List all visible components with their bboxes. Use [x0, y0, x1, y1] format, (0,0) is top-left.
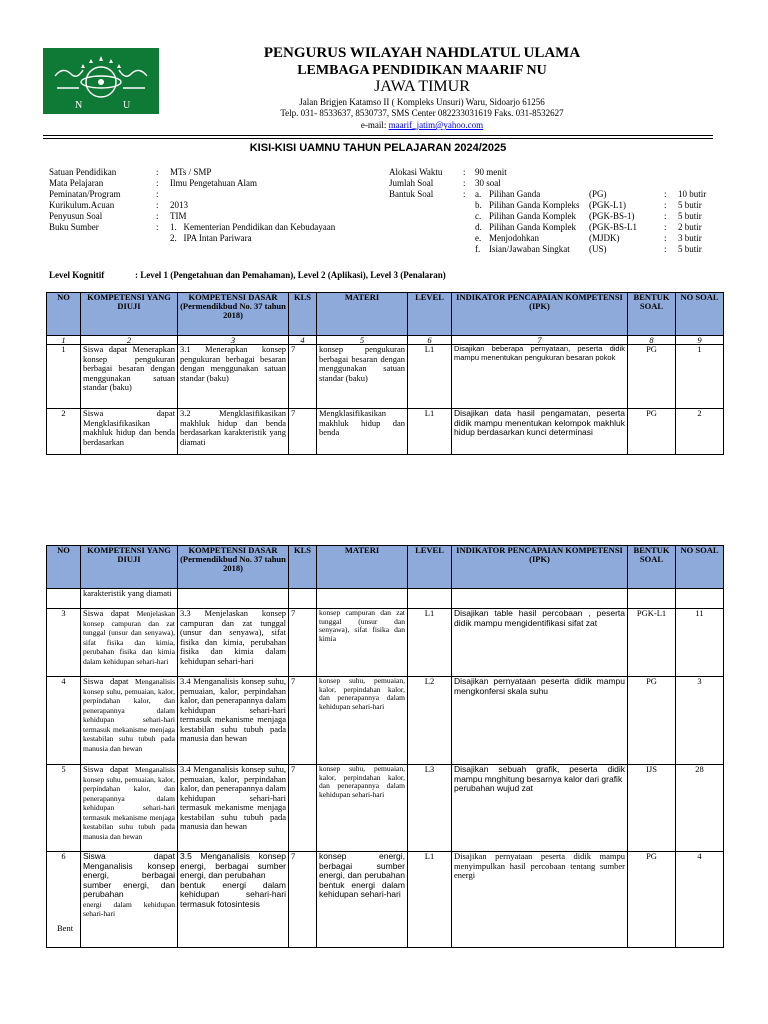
table-cell: 8 — [628, 336, 676, 345]
table-cell: Siswa dapat Menerapkan konsep pengukuran berbagai besaran dengan menggunakan satuan standar (baku) — [81, 345, 178, 409]
table-cell: PGK-L1 — [628, 609, 676, 677]
table-cell: 6 Bent — [47, 852, 81, 948]
table-row — [47, 589, 724, 609]
table-cell: 5 — [317, 336, 408, 345]
type-code: (MJDK) — [589, 233, 620, 243]
type-name: Pilihan Ganda Kompleks — [489, 200, 580, 210]
table-cell: PG — [628, 852, 676, 948]
info-label: Mata Pelajaran — [49, 178, 104, 188]
alokasi-value: 90 menit — [475, 167, 507, 177]
table-cell: konsep suhu, pemuaian, kalor, perpindahan kalor, dan penerapannya dalam kehidupan sehari-hari — [317, 765, 408, 852]
table-row — [47, 409, 724, 455]
org-region: JAWA TIMUR — [374, 78, 470, 95]
level-kognitif — [49, 270, 446, 280]
table-cell: Disajikan table hasil percobaan , peserta didik mampu mengidentifikasi sifat zat — [452, 609, 628, 677]
table-cell — [289, 589, 317, 609]
logo-letter-n: N — [75, 100, 83, 111]
table-cell: 2 — [47, 409, 81, 455]
type-count: 3 butir — [678, 233, 702, 243]
table-cell — [178, 589, 289, 609]
type-code: (PG) — [589, 189, 607, 199]
col-ipk: INDIKATOR PENCAPAIAN KOMPETENSI (IPK) — [452, 546, 628, 589]
table-cell: 11 — [676, 609, 724, 677]
col-ipk: INDIKATOR PENCAPAIAN KOMPETENSI (IPK) — [452, 293, 628, 336]
table-cell: 3 — [676, 677, 724, 765]
column-number-row — [47, 336, 724, 345]
type-code: (PGK-BS-L1 — [589, 222, 638, 232]
jumlah-label: Jumlah Soal — [389, 178, 434, 188]
table-cell: 3.4 Menganalisis konsep suhu, pemuaian, kalor, perpindahan kalor, dan penerapannya dalam kehidupan sehari-hari termasuk mekanisme menjaga kestabilan suhu tubuh pada manusia dan hewan — [178, 677, 289, 765]
email-label: e-mail: — [360, 120, 387, 130]
info-value: 1. Kementerian Pendidikan dan Kebudayaan — [170, 222, 336, 232]
org-division: LEMBAGA PENDIDIKAN MAARIF NU — [297, 63, 547, 78]
table-row — [47, 609, 724, 677]
logo-letter-u: U — [123, 100, 131, 111]
table-cell: 28 — [676, 765, 724, 852]
type-code: (PGK-L1) — [589, 200, 626, 210]
type-count: 10 butir — [678, 189, 707, 199]
table-cell: L3 — [408, 765, 452, 852]
table-row — [47, 345, 724, 409]
col-level: LEVEL — [408, 293, 452, 336]
table-row — [47, 852, 724, 948]
table-cell — [676, 589, 724, 609]
info-label: Satuan Pendidikan — [49, 167, 117, 177]
table-cell: konsep pengukuran berbagai besaran dengan menggunakan satuan standar (baku) — [317, 345, 408, 409]
table-cell: 3.4 Menganalisis konsep suhu, pemuaian, kalor, perpindahan kalor, dan penerapannya dalam kehidupan sehari-hari termasuk mekanisme menjaga kestabilan suhu tubuh pada manusia dan hewan — [178, 765, 289, 852]
table-cell: Disajikan sebuah grafik, peserta didik mampu mnghitung besarnya kalor dari grafik perubahan wujud zat — [452, 765, 628, 852]
type-name: Isian/Jawaban Singkat — [489, 244, 570, 254]
info-value: TIM — [170, 211, 187, 221]
table-cell: 4 — [289, 336, 317, 345]
col-kompetensi: KOMPETENSI YANG DIUJI — [81, 546, 178, 589]
col-kls: KLS — [289, 293, 317, 336]
type-count: 5 butir — [678, 200, 702, 210]
table-cell: 7 — [289, 609, 317, 677]
table-cell: 4 — [676, 852, 724, 948]
type-name: Menjodohkan — [489, 233, 539, 243]
col-level: LEVEL — [408, 546, 452, 589]
divider — [43, 138, 713, 139]
col-kd: KOMPETENSI DASAR (Permendikbud No. 37 tahun 2018) — [178, 293, 289, 336]
nu-logo — [43, 48, 159, 114]
table-cell: 4 — [47, 677, 81, 765]
info-label: Penyusun Soal — [49, 211, 103, 221]
table-cell: 7 — [289, 677, 317, 765]
level-value: : Level 1 (Pengetahuan dan Pemahaman), Level 2 (Aplikasi), Level 3 (Penalaran) — [135, 270, 446, 280]
table-cell: 7 — [289, 345, 317, 409]
table-cell: 3.1 Menerapkan konsep pengukuran berbagai besaran dengan menggunakan satuan standar (baku) — [178, 345, 289, 409]
email-line — [230, 120, 614, 130]
col-bentuk: BENTUK SOAL — [628, 546, 676, 589]
table-cell: Disajikan data hasil pengamatan, peserta didik mampu menentukan kelompok makhluk hidup berdasarkan kunci determinasi — [452, 409, 628, 455]
table-cell: 7 — [452, 336, 628, 345]
col-materi: MATERI — [317, 546, 408, 589]
info-value: 2. IPA Intan Pariwara — [170, 233, 252, 243]
info-value — [170, 189, 380, 200]
table-cell: 3.5 Menganalisis konsep energi, berbagai sumber energi, dan perubahan bentuk energi dalam kehidupan sehari-hari termasuk fotosintesis — [178, 852, 289, 948]
table-cell: 3 — [178, 336, 289, 345]
table-cell — [317, 589, 408, 609]
type-count: 2 butir — [678, 222, 702, 232]
table-cell: Disajikan pernyataan peserta didik mampu mengkonfersi skala suhu — [452, 677, 628, 765]
table-cell: PG — [628, 409, 676, 455]
table-cell: PG — [628, 345, 676, 409]
table-cell — [408, 589, 452, 609]
type-name: Pilihan Ganda Komplek — [489, 222, 576, 232]
table-cell: konsep energi, berbagai sumber energi, dan perubahan bentuk energi dalam kehidupan sehari-hari — [317, 852, 408, 948]
jumlah-value: 30 soal — [475, 178, 501, 188]
table-cell: 3 — [47, 609, 81, 677]
table-cell: 3.2 Mengklasifikasikan makhluk hidup dan benda berdasarkan karakteristik yang diamati — [178, 409, 289, 455]
address-line: Jalan Brigjen Katamso II ( Kompleks Unsuri) Waru, Sidoarjo 61256 — [299, 97, 545, 107]
col-no: NO — [47, 546, 81, 589]
col-kd: KOMPETENSI DASAR (Permendikbud No. 37 tahun 2018) — [178, 546, 289, 589]
table-cell: 7 — [289, 765, 317, 852]
table-cell: Siswa dapat Mengklasifikasikan makhluk hidup dan benda berdasarkan — [81, 409, 178, 455]
table-cell: L1 — [408, 852, 452, 948]
table-cell: Disajikan pernyataan peserta didik mampu menyimpulkan hasil percobaan tentang sumber energi — [452, 852, 628, 948]
divider — [43, 135, 713, 136]
col-no: NO — [47, 293, 81, 336]
info-left: Satuan Pendidikan : MTs / SMP Mata Pelajaran : Ilmu Pengetahuan Alam Peminatan/Program : Kurikulum.Acuan : 2013 Penyusun Soal : TIM Buku Sumber : 1. Kementerian Pendidikan dan Kebudayaan 2. IPA Intan Pariwara — [49, 167, 380, 244]
info-label: Peminatan/Program — [49, 189, 121, 199]
email-link[interactable]: maarif_jatim@yahoo.com — [388, 120, 484, 130]
level-label: Level Kognitif — [49, 270, 105, 280]
table-cell — [47, 589, 81, 609]
type-name: Pilihan Ganda — [489, 189, 541, 199]
org-name: PENGURUS WILAYAH NAHDLATUL ULAMA — [263, 45, 581, 61]
col-bentuk: BENTUK SOAL — [628, 293, 676, 336]
type-count: 5 butir — [678, 211, 702, 221]
table-cell: 5 — [47, 765, 81, 852]
table-cell: karakteristik yang diamati — [81, 589, 178, 609]
info-right: Alokasi Waktu : 90 menit Jumlah Soal : 30 soal Bantuk Soal : a. Pilihan Ganda (PG) : 10 butir b. Pilihan Ganda Kompleks (PGK-L1) : 5 butir c. Pilihan Ganda Komplek (PGK-BS-1) : 5 butir d. Pilihan Ganda Komplek (PGK-BS-L1 : 2 butir e. Menjodohkan (MJDK) : 3 butir f. Isian/Jawaban Singkat (US) : 5 butir — [389, 167, 723, 255]
table-cell: IJS — [628, 765, 676, 852]
table-cell: Siswa dapat Menganalisis konsep energi, berbagai sumber energi, dan perubahan energi dalam kehidupan sehari-hari — [81, 852, 178, 948]
bantuk-label: Bantuk Soal — [389, 189, 434, 199]
info-value: 2013 — [170, 200, 188, 210]
table-cell: 6 — [408, 336, 452, 345]
table-cell: 1 — [47, 336, 81, 345]
table-cell: L1 — [408, 345, 452, 409]
table-cell: Siswa dapat Menjelaskan konsep campuran dan zat tunggal (unsur dan senyawa), sifat fisika dan kimia, perubahan fisika dan kimia dalam kehidupan sehari-hari — [81, 609, 178, 677]
table-cell — [452, 589, 628, 609]
col-kompetensi: KOMPETENSI YANG DIUJI — [81, 293, 178, 336]
table-cell: 7 — [289, 409, 317, 455]
table-cell: 3.3 Menjelaskan konsep campuran dan zat tunggal (unsur dan senyawa), sifat fisika dan kimia, perubahan fisika dan kimia dalam kehidupan sehari-hari — [178, 609, 289, 677]
table-cell: 1 — [47, 345, 81, 409]
table-cell: 2 — [676, 409, 724, 455]
table-row — [47, 677, 724, 765]
kisi-table-2 — [46, 545, 724, 948]
info-label: Buku Sumber — [49, 222, 99, 232]
col-nosoal: NO SOAL — [676, 546, 724, 589]
type-count: 5 butir — [678, 244, 702, 254]
table-cell: Siswa dapat Menganalisis konsep suhu, pemuaian, kalor, perpindahan kalor, dan penerapannya dalam kehidupan sehari-hari termasuk mekanisme menjaga kestabilan suhu tubuh pada manusia dan hewan — [81, 765, 178, 852]
info-label: Kurikulum.Acuan — [49, 200, 115, 210]
document-title: KISI-KISI UAMNU TAHUN PELAJARAN 2024/2025 — [249, 142, 507, 154]
table-cell: PG — [628, 677, 676, 765]
col-materi: MATERI — [317, 293, 408, 336]
info-value: Ilmu Pengetahuan Alam — [170, 178, 257, 188]
table-cell: konsep suhu, pemuaian, kalor, perpindahan kalor, dan penerapannya dalam kehidupan sehari-hari — [317, 677, 408, 765]
table-cell: Disajikan beberapa pernyataan, peserta didik mampu menentukan pengukuran besaran pokok — [452, 345, 628, 409]
kisi-table-1 — [46, 292, 724, 455]
table-cell: konsep campuran dan zat tunggal (unsur dan senyawa), sifat fisika dan kimia — [317, 609, 408, 677]
col-nosoal: NO SOAL — [676, 293, 724, 336]
col-kls: KLS — [289, 546, 317, 589]
table-cell — [628, 589, 676, 609]
type-name: Pilihan Ganda Komplek — [489, 211, 576, 221]
phone-line: Telp. 031- 8533637, 8530737, SMS Center 082233031619 Faks. 031-8532627 — [280, 108, 564, 118]
table-cell: 2 — [81, 336, 178, 345]
table-row — [47, 765, 724, 852]
table-cell: 9 — [676, 336, 724, 345]
table-cell: 1 — [676, 345, 724, 409]
type-code: (PGK-BS-1) — [589, 211, 635, 221]
info-value: MTs / SMP — [170, 167, 212, 177]
alokasi-label: Alokasi Waktu — [389, 167, 443, 177]
table-cell: L1 — [408, 409, 452, 455]
table-cell: 7 — [289, 852, 317, 948]
table-cell: L2 — [408, 677, 452, 765]
table-cell: Siswa dapat Menganalisis konsep suhu, pemuaian, kalor, perpindahan kalor, dan penerapannya dalam kehidupan sehari-hari termasuk mekanisme menjaga kestabilan suhu tubuh pada manusia dan hewan — [81, 677, 178, 765]
table-cell: Mengklasifikasikan makhluk hidup dan benda — [317, 409, 408, 455]
type-code: (US) — [589, 244, 607, 254]
table-cell: L1 — [408, 609, 452, 677]
